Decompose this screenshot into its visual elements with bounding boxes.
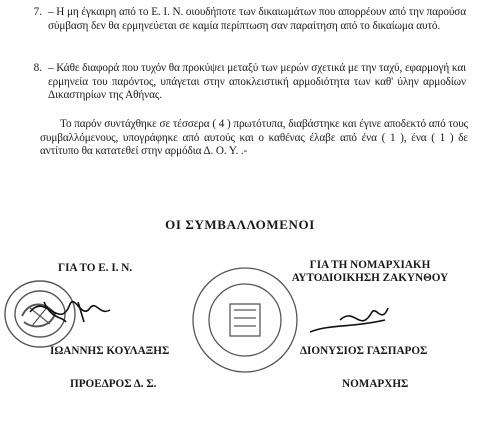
right-party-header-line2: ΑΥΤΟΔΙΟΙΚΗΣΗ ΖΑΚΥΝΘΟΥ <box>291 272 449 284</box>
right-party-title: ΝΟΜΑΡΧΗΣ <box>342 378 409 390</box>
parties-heading: ΟΙ ΣΥΜΒΑΛΛΟΜΕΝΟΙ <box>165 217 315 232</box>
left-party-title: ΠΡΟΕΔΡΟΣ Δ. Σ. <box>70 378 157 390</box>
left-party-header: ΓΙΑ ΤΟ Ε. Ι. Ν. <box>58 262 133 274</box>
left-party-name: ΙΩΑΝΝΗΣ ΚΟΥΛΑΞΗΣ <box>50 345 170 357</box>
clause-7 <box>14 6 466 33</box>
clause-number: 7. <box>33 6 42 18</box>
clause-text: – Κάθε διαφορά που τυχόν θα προκύψει μεταξύ των μερών σχετικά με την ταχύ, εφαρμογή και ερμηνεία του παρόντος, υπάγεται στην αποκλειστική αρμοδιότητα των καθ' ύλην αρμοδίων Δικαστηρίων της Αθήνας. <box>48 62 466 102</box>
clause-number: 8. <box>33 62 42 74</box>
right-party-header-line1: ΓΙΑ ΤΗ ΝΟΜΑΡΧΙΑΚΗ <box>309 259 431 271</box>
right-stamp-and-signature <box>190 262 390 382</box>
right-party-name: ΔΙΟΝΥΣΙΟΣ ΓΑΣΠΑΡΟΣ <box>300 345 428 357</box>
clause-8 <box>14 62 466 103</box>
clause-text: – Η μη έγκαιρη από το Ε. Ι. Ν. οιουδήποτε των δικαιωμάτων που απορρέουν από την παρούσα σύμβαση δεν θα ερμηνεύεται σε καμία περίπτωση σαν παραίτηση από το δικαίωμα αυτό. <box>48 6 466 32</box>
closing-paragraph: Το παρόν συντάχθηκε σε τέσσερα ( 4 ) πρωτότυπα, διαβάστηκε και έγινε αποδεκτό από τους συμβαλλόμενους, υπογράφηκε από αυτούς και ο καθένας έλαβε από ένα ( 1 ), ένα ( 1 ) δε αντίτυπο θα κατατεθεί στην αρμόδια Δ. Ο. Υ. .- <box>40 118 468 158</box>
